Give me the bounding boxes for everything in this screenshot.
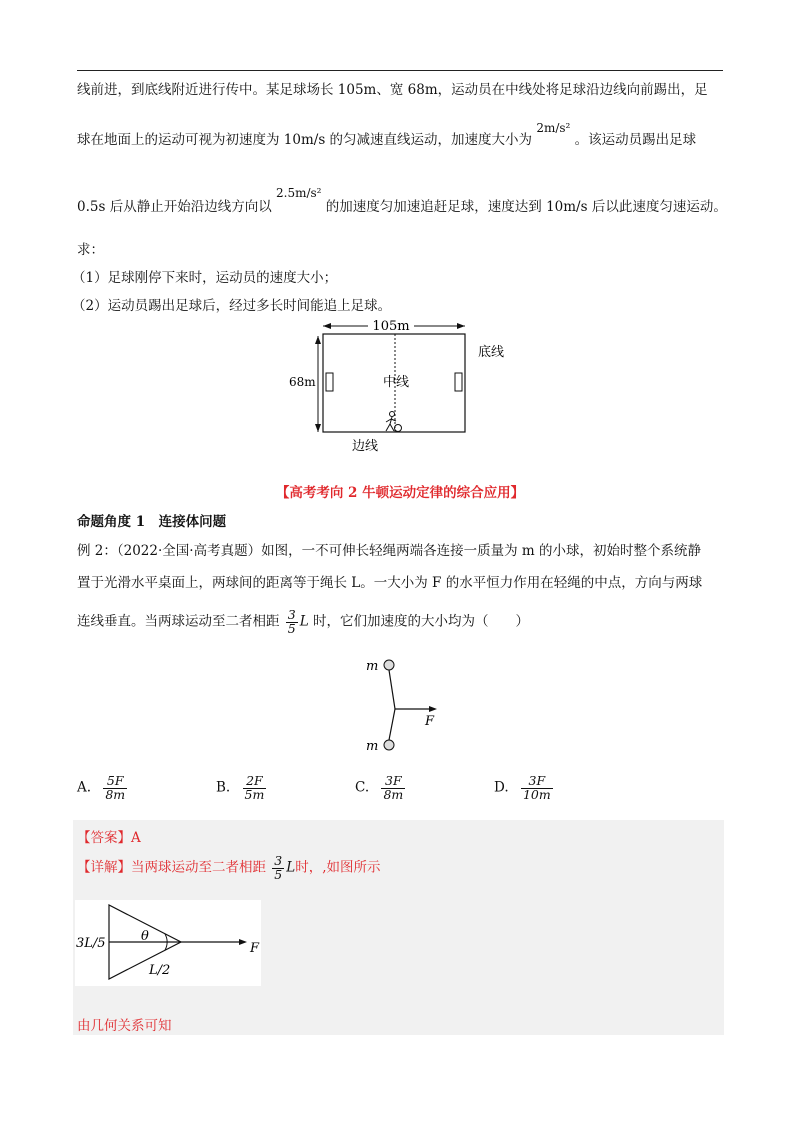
sideline-label: 边线 bbox=[352, 439, 379, 454]
problem-text-line2-b: 。该运动员踢出足球 bbox=[574, 132, 697, 148]
side-label: L/2 bbox=[149, 963, 171, 978]
acceleration-unit: 2m/s² bbox=[536, 121, 571, 135]
problem-text-line1: 线前进，到底线附近进行传中。某足球场长 105m、宽 68m，运动员在中线处将足球沿边线向前踢出，足 bbox=[77, 82, 708, 98]
length-variable: L bbox=[299, 613, 309, 630]
detail-text-a: 当两球运动至二者相距 bbox=[131, 859, 266, 876]
midline-label: 中线 bbox=[383, 375, 410, 390]
option-a[interactable]: A. $\frac{5F}{8m}$ bbox=[77, 773, 126, 802]
option-b[interactable]: B. $\frac{2F}{5m}$ bbox=[216, 773, 265, 802]
endline-label: 底线 bbox=[478, 345, 505, 360]
example2-line3-a: 连线垂直。当两球运动至二者相距 bbox=[77, 613, 280, 630]
detail-tag: 【详解】 bbox=[77, 859, 131, 876]
answer-tag: 【答案】 bbox=[77, 830, 131, 846]
problem-text-line3 bbox=[77, 186, 727, 215]
angle-heading: 命题角度 1 连接体问题 bbox=[77, 514, 227, 530]
top-ball bbox=[384, 660, 394, 670]
option-c[interactable]: C. $\frac{3F}{8m}$ bbox=[355, 773, 404, 802]
length-label: 105m bbox=[372, 319, 410, 334]
angle-label: θ bbox=[141, 929, 149, 944]
problem-text-line2 bbox=[77, 121, 697, 148]
section-heading: 【高考考向 2 牛顿运动定律的综合应用】 bbox=[275, 485, 525, 501]
triangle-diagram bbox=[75, 900, 261, 986]
answer-line bbox=[77, 826, 141, 846]
base-label: 3L/5 bbox=[76, 936, 106, 951]
option-d[interactable]: D. $\frac{3F}{10m}$ bbox=[494, 773, 551, 802]
ask-label: 求： bbox=[77, 242, 104, 258]
left-goal bbox=[326, 373, 333, 391]
bottom-mass-label: m bbox=[366, 739, 379, 754]
example2-line3 bbox=[77, 609, 529, 635]
example2-line1: 例 2：（2022·全国·高考真题）如图，一不可伸长轻绳两端各连接一质量为 m 的小球，初始时整个系统静 bbox=[77, 543, 701, 559]
fraction-three-fifths: $\frac{3}{5}$ bbox=[287, 607, 296, 636]
example2-line3-b: 时，它们加速度的大小均为（ ） bbox=[313, 613, 530, 630]
top-mass-label: m bbox=[366, 659, 379, 674]
force-label: F bbox=[425, 714, 435, 729]
acceleration-unit-2: 2.5m/s² bbox=[276, 186, 322, 200]
detail-fraction: $\frac{3}{5}$ bbox=[274, 853, 283, 882]
detail-text-b: 时，,如图所示 bbox=[295, 859, 381, 876]
triangle-force-label: F bbox=[250, 941, 260, 956]
example2-line2: 置于光滑水平桌面上，两球间的距离等于绳长 L。一大小为 F 的水平恒力作用在轻绳的中点，方向与两球 bbox=[77, 575, 703, 591]
right-goal bbox=[455, 373, 462, 391]
problem-text-line3-b: 的加速度匀加速追赶足球，速度达到 10m/s 后以此速度匀速运动。 bbox=[325, 199, 727, 215]
rope-diagram bbox=[355, 655, 455, 755]
conclusion-text: 由几何关系可知 bbox=[77, 1018, 172, 1034]
question-1: （1）足球刚停下来时，运动员的速度大小； bbox=[72, 270, 338, 286]
problem-text-line2-a: 球在地面上的运动可视为初速度为 10m/s 的匀减速直线运动，加速度大小为 bbox=[77, 132, 533, 148]
detail-line bbox=[77, 855, 381, 881]
detail-length-variable: L bbox=[286, 859, 296, 876]
bottom-ball bbox=[384, 740, 394, 750]
field-diagram bbox=[280, 318, 520, 458]
answer-value: A bbox=[131, 830, 141, 846]
question-2: （2）运动员踢出足球后，经过多长时间能追上足球。 bbox=[72, 298, 392, 314]
header-rule bbox=[77, 70, 723, 71]
ball-icon bbox=[395, 425, 402, 432]
problem-text-line3-a: 0.5s 后从静止开始沿边线方向以 bbox=[77, 199, 272, 215]
width-label: 68m bbox=[289, 375, 316, 389]
